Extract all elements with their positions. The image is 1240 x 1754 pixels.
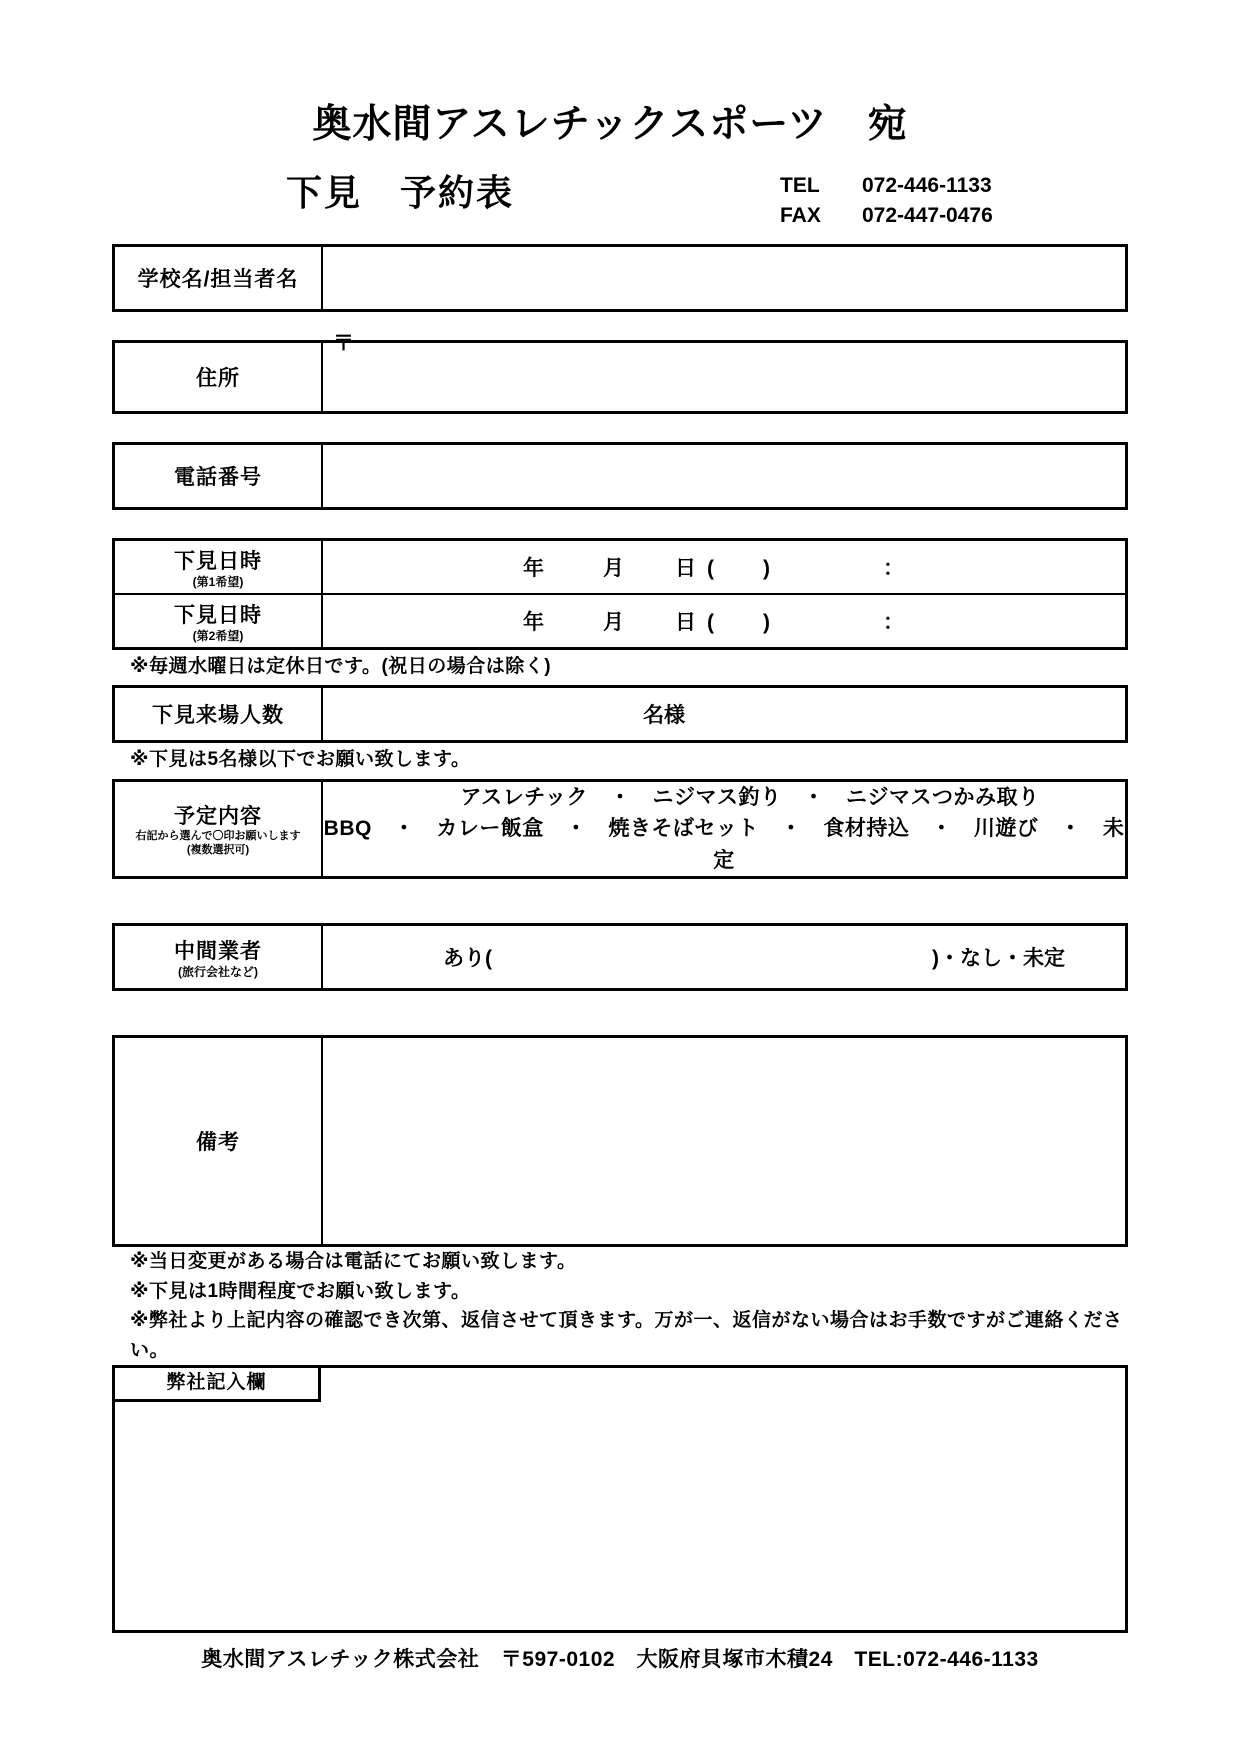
table-row: [114, 780, 1127, 878]
date2-sublabel: (第2希望): [192, 628, 244, 643]
school-name-input[interactable]: [322, 246, 1127, 311]
agency-label-text: 中間業者: [174, 939, 262, 963]
visitor-count-label: 下見来場人数: [114, 687, 323, 742]
postal-mark-icon: 〒: [333, 332, 354, 355]
activity-option-line-1[interactable]: アスレチック ・ ニジマス釣り ・ ニジマスつかみ取り: [460, 785, 1040, 809]
remarks-block: [112, 1035, 1128, 1247]
table-row: [114, 594, 1127, 649]
note-same-day-change: ※当日変更がある場合は電話にてお願い致します。: [130, 1251, 577, 1273]
company-use-label: 弊社記入欄: [115, 1368, 321, 1402]
date1-weekday-close: ): [763, 557, 771, 580]
table-row: [114, 540, 1127, 595]
tel-value: 072-446-1133: [862, 173, 992, 197]
planned-activities-sublabel-1: 右記から選んで〇印お願いします: [135, 830, 301, 843]
date2-year: 年: [523, 611, 545, 634]
note-closed-days: ※毎週水曜日は定休日です。(祝日の場合は除く): [130, 656, 552, 677]
date1-fields: [323, 552, 1125, 582]
footer-company-info: 奥水間アスレチック株式会社 〒597-0102 大阪府貝塚市木積24 TEL:072-446-1133: [201, 1648, 1039, 1672]
table-row: [114, 925, 1127, 990]
agency-option-yes[interactable]: あり(: [443, 947, 492, 971]
agency-block: [112, 923, 1128, 991]
date2-day: 日: [675, 611, 697, 634]
tel-label: TEL: [780, 173, 820, 197]
date2-month: 月: [603, 611, 625, 634]
remarks-input[interactable]: [322, 1037, 1127, 1246]
remarks-label: 備考: [114, 1037, 323, 1246]
activity-option-line-2[interactable]: BBQ ・ カレー飯盒 ・ 焼きそばセット ・ 食材持込 ・ 川遊び ・ 未定: [323, 817, 1125, 872]
company-use-box[interactable]: [112, 1365, 1128, 1633]
fax-value: 072-447-0476: [862, 204, 993, 228]
date2-label: [114, 594, 323, 649]
date1-year: 年: [523, 557, 545, 580]
tel-row: [780, 171, 1240, 201]
fax-row: [780, 201, 1240, 231]
preferred-date-block: [112, 538, 1128, 650]
agency-options[interactable]: [322, 925, 1127, 990]
date2-weekday-open: (: [707, 611, 715, 634]
phone-block: [112, 442, 1128, 510]
date1-day: 日: [675, 557, 697, 580]
date2-fields: [323, 606, 1125, 636]
table-row: [114, 342, 1127, 413]
phone-input[interactable]: [322, 444, 1127, 509]
agency-option-row: [323, 942, 1125, 972]
table-row: [114, 1037, 1127, 1246]
visitor-count-unit: 名様: [643, 704, 685, 728]
form-header: [0, 104, 1240, 244]
address-label: 住所: [114, 342, 323, 413]
agency-option-rest[interactable]: )・なし・未定: [932, 947, 1065, 971]
visitor-count-block: [112, 685, 1128, 743]
date1-label-text: 下見日時: [174, 549, 262, 573]
activity-option-list: [323, 782, 1125, 877]
note-reply: ※弊社より上記内容の確認でき次第、返信させて頂きます。万が一、返信がない場合はお手数ですがご連絡ください。: [130, 1310, 1123, 1361]
planned-activities-label-text: 予定内容: [174, 805, 262, 829]
school-name-label: 学校名/担当者名: [114, 246, 323, 311]
date1-time-sep: ：: [883, 557, 905, 580]
date2-label-text: 下見日時: [174, 603, 262, 627]
date2-time-sep: ：: [883, 611, 905, 634]
planned-activities-label: [114, 780, 323, 878]
note-visitor-limit: ※下見は5名様以下でお願い致します。: [130, 749, 471, 771]
address-input[interactable]: [322, 332, 1127, 413]
address-block: [112, 332, 1128, 414]
school-name-block: [112, 244, 1128, 312]
planned-activities-sublabel-2: (複数選択可): [186, 844, 250, 857]
agency-sublabel: (旅行会社など): [178, 964, 258, 979]
date1-month: 月: [603, 557, 625, 580]
planned-activities-options[interactable]: [322, 780, 1127, 878]
fax-label: FAX: [780, 204, 821, 228]
date2-input[interactable]: [322, 594, 1127, 649]
table-row: [114, 444, 1127, 509]
table-row: [114, 246, 1127, 311]
date1-label: [114, 540, 323, 595]
date1-input[interactable]: [322, 540, 1127, 595]
contact-info: [780, 165, 1240, 232]
visitor-count-input[interactable]: [322, 687, 1127, 742]
date1-weekday-open: (: [707, 557, 715, 580]
page-title: 奥水間アスレチックスポーツ 宛: [312, 103, 908, 146]
planned-activities-block: [112, 779, 1128, 880]
date1-sublabel: (第1希望): [192, 574, 244, 589]
note-duration: ※下見は1時間程度でお願い致します。: [130, 1280, 471, 1302]
bottom-notes: [112, 1247, 1128, 1365]
agency-label: [114, 925, 323, 990]
form-subtitle: 下見 予約表: [285, 171, 514, 213]
table-row: [114, 687, 1127, 742]
date2-weekday-close: ): [763, 611, 771, 634]
phone-label: 電話番号: [114, 444, 323, 509]
